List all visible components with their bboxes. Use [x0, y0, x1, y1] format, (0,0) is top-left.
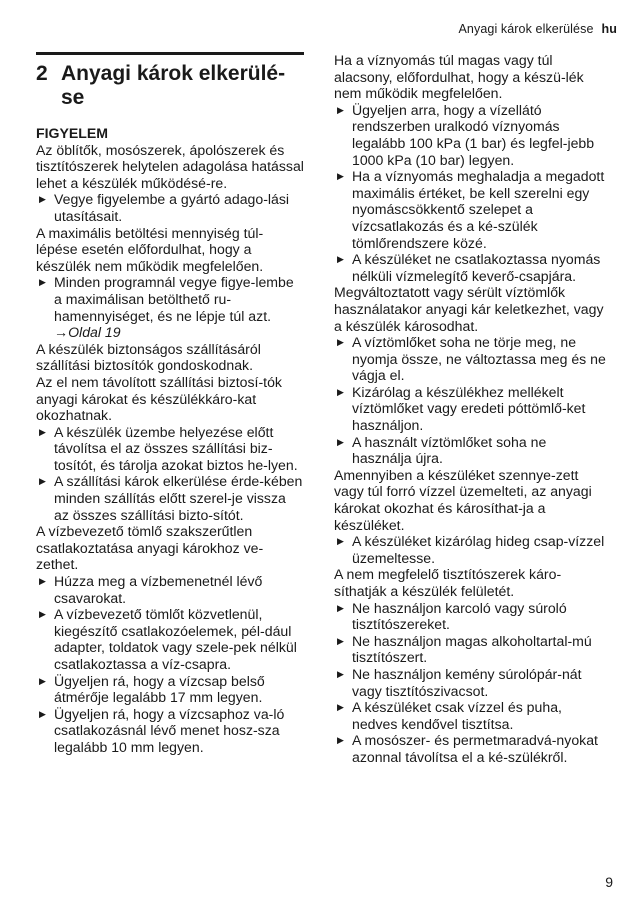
bullet-icon: ▶: [337, 602, 344, 613]
paragraph: Ha a víznyomás túl magas vagy túl alacsony, előfordulhat, hogy a készü-lék nem működik megfelelően.: [334, 52, 584, 102]
page-reference-text: Oldal 19: [68, 324, 121, 341]
bullet-list: [334, 533, 606, 566]
bullet-icon: ▶: [39, 708, 46, 719]
list-item: ▶ A készülék üzembe helyezése előtt távolítsa el az összes szállítási biz-tosítót, és tárolja azokat biztos he-lyen.: [39, 423, 298, 473]
list-item: ▶ Ügyeljen rá, hogy a vízcsaphoz va-ló csatlakozásnál lévő menet hosz-sza legalább 10 mm legyen.: [39, 705, 285, 755]
bullet-list: [334, 600, 606, 766]
paragraph: Az öblítők, mosószerek, ápolószerek és tisztítószerek helytelen adagolása hatással lehet a készülék működésé-re.: [36, 141, 304, 191]
bullet-list: [334, 334, 606, 467]
bullet-icon: ▶: [39, 277, 46, 288]
header-title: Anyagi károk elkerülése: [458, 22, 594, 36]
bullet-icon: ▶: [39, 576, 46, 587]
list-item: ▶ Húzza meg a vízbemenetnél lévő csavarokat.: [39, 573, 263, 606]
left-column: [36, 52, 304, 756]
language-code: hu: [601, 22, 617, 36]
list-item: ▶ Ne használjon kemény súrolópár-nát vagy tisztítószivacsot.: [337, 665, 582, 699]
bullet-list: [334, 102, 606, 285]
bullet-icon: ▶: [39, 675, 46, 686]
bullet-icon: ▶: [337, 386, 344, 397]
chapter-number: 2: [36, 62, 48, 85]
bullet-icon: ▶: [337, 436, 344, 447]
bullet-icon: ▶: [337, 702, 344, 713]
bullet-icon: ▶: [337, 635, 344, 646]
list-item: ▶ Ha a víznyomás meghaladja a megadott maximális értéket, be kell szerelni egy nyomáscsökkentő szelepet a vízcsatlakozás és a ké-szülék tömlőrendszere közé.: [337, 168, 605, 251]
paragraph: Amennyiben a készüléket szennye-zett vagy túl forró vízzel üzemelteti, az anyagi károkat okozhat és károsíthat-ja a készüléket.: [334, 466, 592, 533]
bullet-icon: ▶: [337, 337, 344, 348]
list-item: ▶ Ne használjon karcoló vagy súroló tisztítószereket.: [337, 599, 567, 633]
list-item: ▶ A készüléket ne csatlakoztassa nyomás nélküli vízmelegítő keverő-csapjára.: [337, 251, 601, 284]
warning-label: FIGYELEM: [36, 125, 109, 141]
paragraph: A készülék biztonságos szállításáról szállítási biztosítók gondoskodnak.: [36, 340, 261, 374]
arrow-right-icon: →: [54, 324, 69, 341]
list-item: ▶ A készüléket kizárólag hideg csap-vízzel üzemeltesse.: [337, 533, 605, 566]
bullet-icon: ▶: [337, 104, 344, 115]
bullet-icon: ▶: [39, 194, 46, 205]
right-column: [334, 52, 606, 766]
list-item: ▶ Kizárólag a készülékhez mellékelt víztömlőket vagy eredeti póttömlő-ket használjon.: [337, 383, 586, 434]
paragraph: A vízbevezető tömlő szakszerűtlen csatlakoztatása anyagi károkhoz ve-zethet.: [36, 523, 264, 573]
bullet-icon: ▶: [337, 735, 344, 746]
list-item: ▶ Vegye figyelembe a gyártó adago-lási utasításait.: [39, 191, 290, 224]
paragraph: A nem megfelelő tisztítószerek káro-síthatják a készülék felületét.: [334, 566, 562, 599]
bullet-icon: ▶: [39, 609, 46, 620]
bullet-list: [36, 573, 304, 756]
page-number: 9: [605, 874, 613, 890]
paragraph: Az el nem távolított szállítási biztosí-tók anyagi károkat és készülékkáro-kat okozhatnak.: [36, 373, 282, 424]
bullet-list: [36, 191, 304, 224]
chapter-title: Anyagi károk elkerülé-se: [61, 62, 286, 109]
list-item: ▶ Ügyeljen rá, hogy a vízcsap belső átmérője legalább 17 mm legyen.: [39, 672, 265, 706]
list-item: ▶ A mosószer- és permetmaradvá-nyokat azonnal távolítsa el a ké-szülékről.: [337, 732, 598, 765]
paragraph: A maximális betöltési mennyiség túl-lépése esetén előfordulhat, hogy a készülék nem működik megfelelően.: [36, 224, 264, 274]
chapter-heading: [36, 62, 304, 110]
running-header: [459, 22, 618, 36]
page-reference-link[interactable]: [36, 324, 304, 341]
bullet-icon: ▶: [337, 171, 344, 182]
list-item: ▶ A szállítási károk elkerülése érde-kében minden szállítás előtt szerel-je vissza az összes szállítási bizto-sítót.: [39, 473, 303, 523]
list-item: ▶ A víztömlőket soha ne törje meg, ne nyomja össze, ne változtassa meg és ne vágja el.: [337, 334, 606, 384]
bullet-icon: ▶: [337, 254, 344, 265]
bullet-icon: ▶: [39, 476, 46, 487]
bullet-icon: ▶: [337, 668, 344, 679]
bullet-icon: ▶: [337, 536, 344, 547]
paragraph: Megváltoztatott vagy sérült víztömlők használatakor anyagi kár keletkezhet, vagy a készülék károsodhat.: [334, 284, 604, 334]
list-item: ▶ A készüléket csak vízzel és puha, nedves kendővel tisztítsa.: [337, 699, 562, 732]
bullet-list: [36, 274, 304, 324]
chapter-rule: [36, 52, 304, 55]
list-item: ▶ Ügyeljen arra, hogy a vízellátó rendszerben uralkodó víznyomás legalább 100 kPa (1 bar) és legfel-jebb 1000 kPa (10 bar) legyen.: [337, 101, 595, 168]
list-item: ▶ Minden programnál vegye figye-lembe a maximálisan betölthető ru-hamennyiséget, és ne lépje túl azt.: [39, 274, 294, 324]
bullet-list: [36, 424, 304, 524]
list-item: ▶ A vízbevezető tömlőt közvetlenül, kiegészítő csatlakozóelemek, pél-dául adapter, toldatok vagy szele-pek nélkül csatlakoztassa a víz-csapra.: [39, 606, 297, 672]
list-item: ▶ A használt víztömlőket soha ne használja újra.: [337, 433, 547, 467]
bullet-icon: ▶: [39, 426, 46, 437]
list-item: ▶ Ne használjon magas alkoholtartal-mú tisztítószert.: [337, 632, 592, 666]
